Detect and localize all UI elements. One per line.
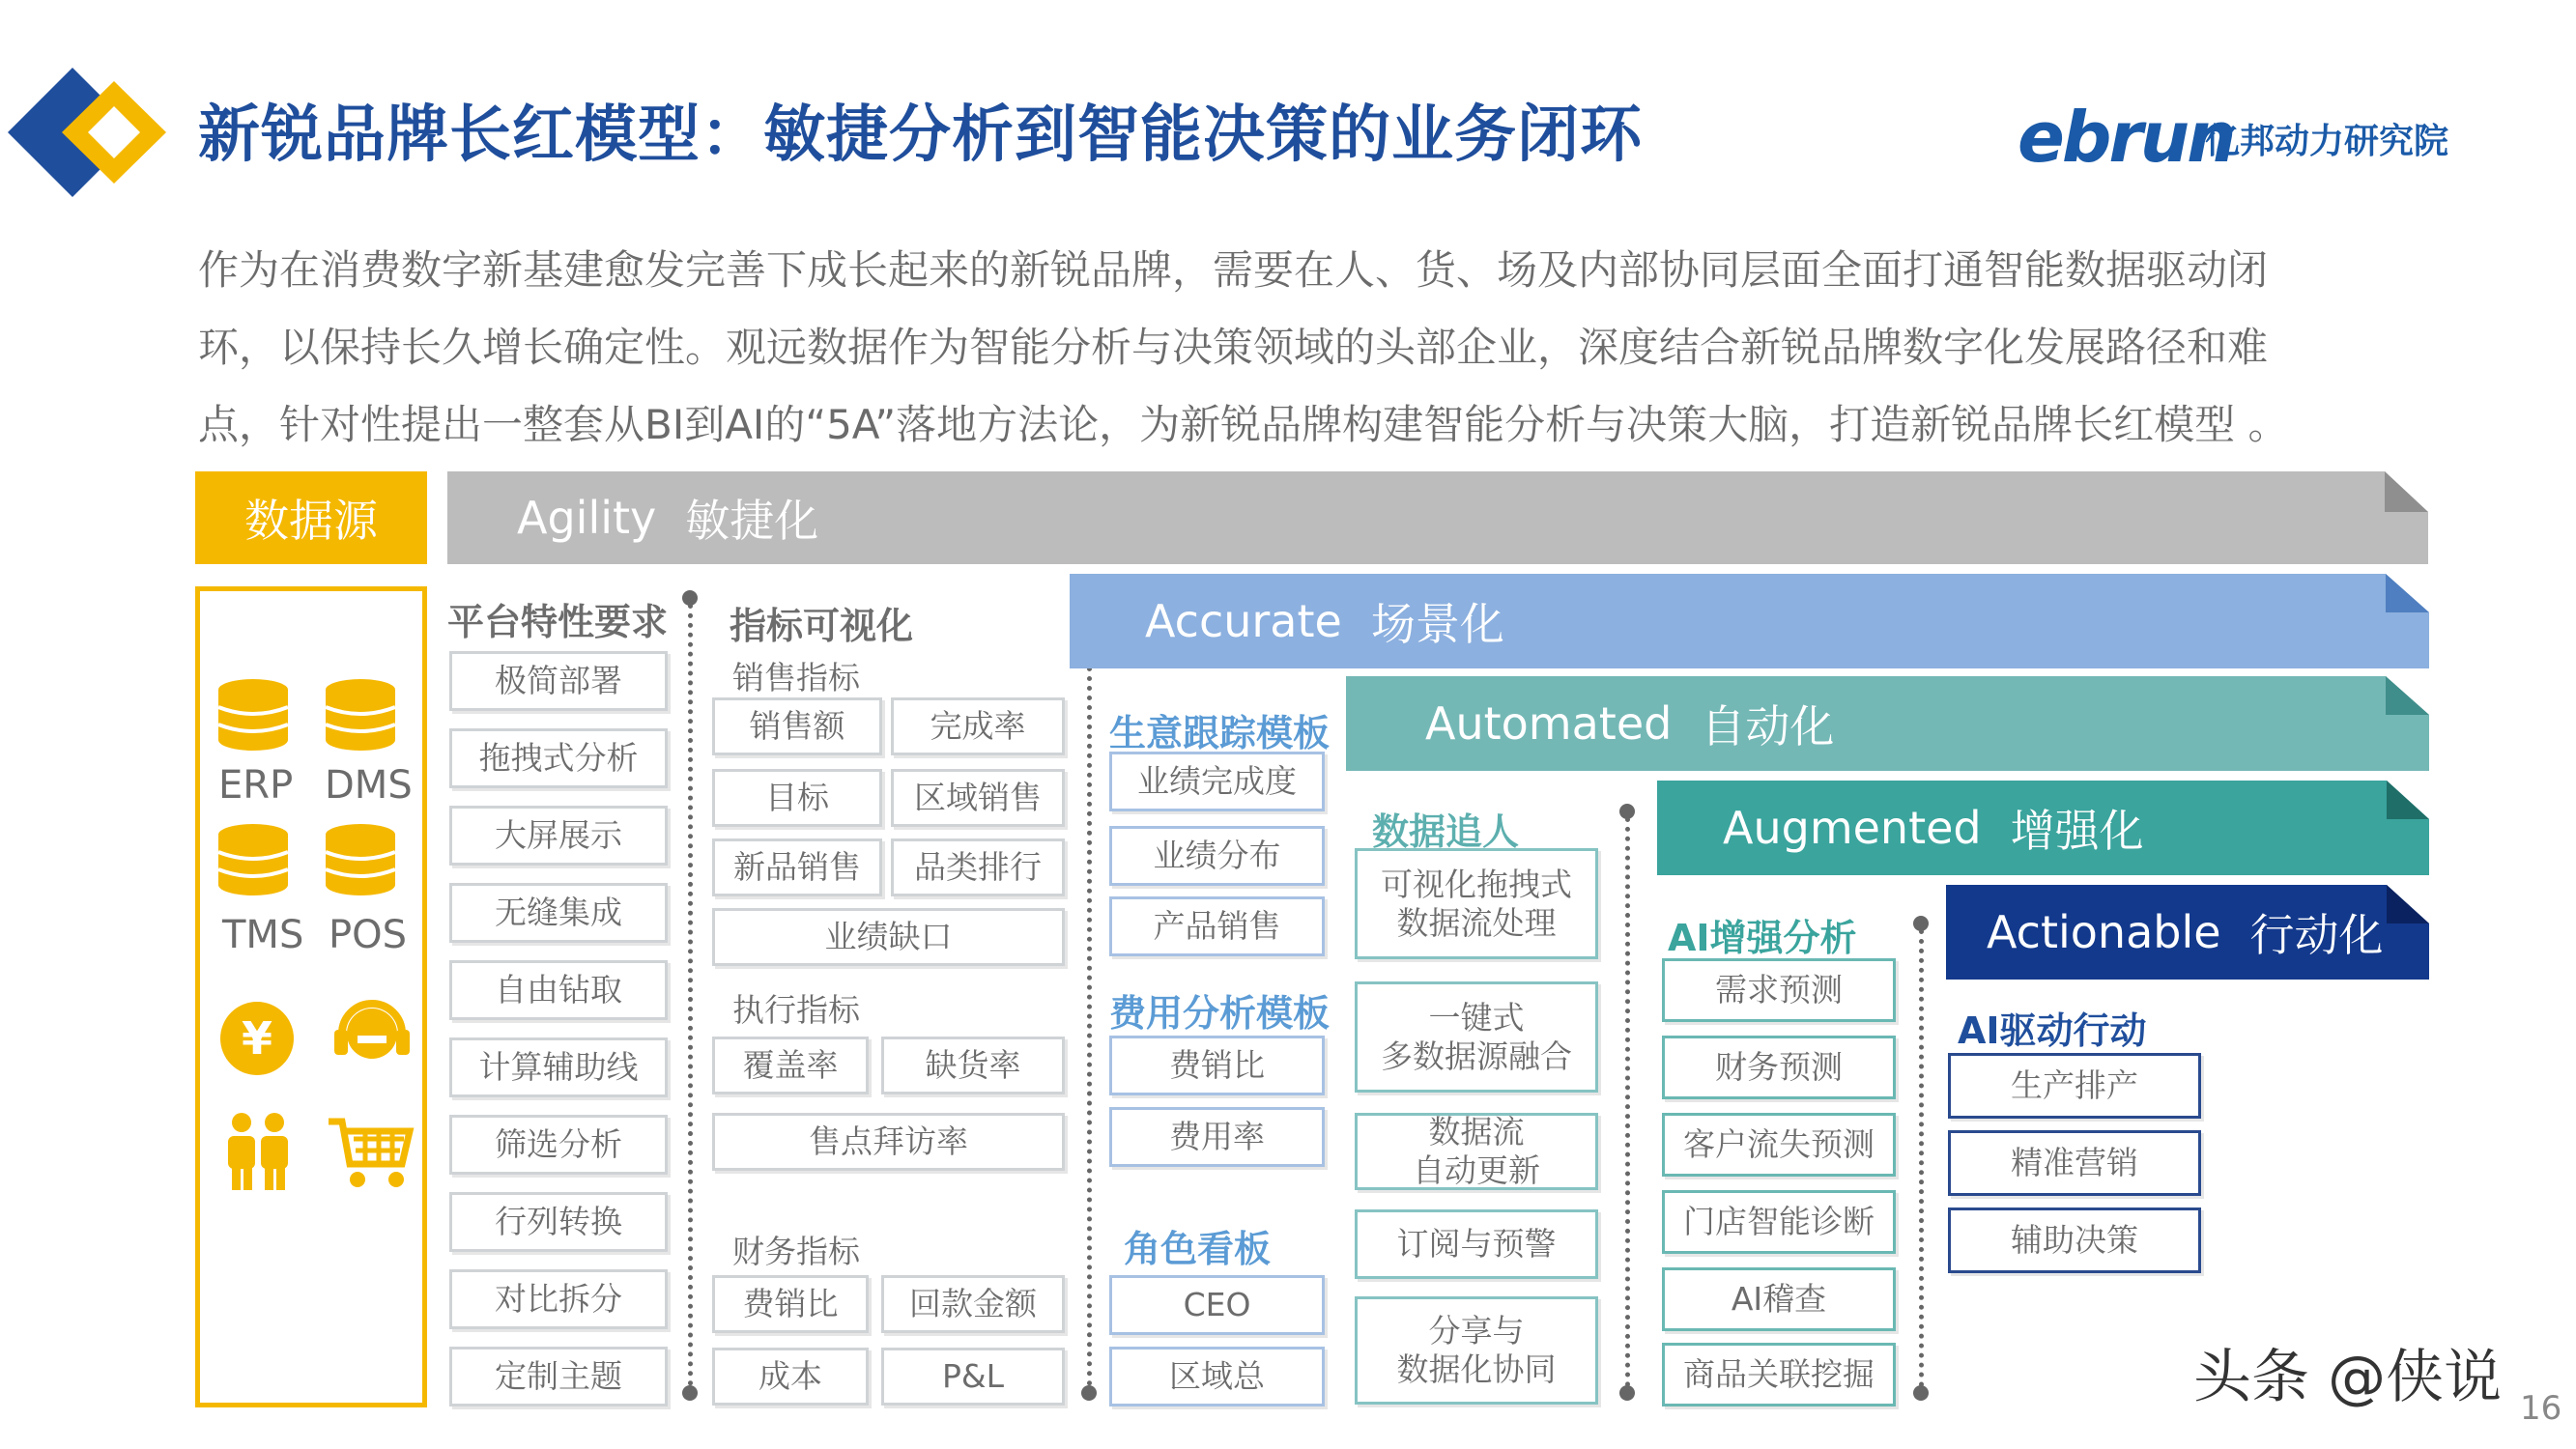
automated-en: Automated: [1425, 697, 1673, 750]
metric-item: 目标: [712, 769, 882, 827]
dotted-divider: [1087, 667, 1092, 1386]
metric-item: 缺货率: [881, 1037, 1065, 1094]
divider-dot: [1081, 1385, 1097, 1401]
actionable-cn: 行动化: [2249, 909, 2384, 961]
agility-en: Agility: [517, 492, 657, 544]
platform-item: 拖拽式分析: [449, 728, 668, 788]
diamond-logo-icon: [0, 60, 184, 205]
platform-item: 行列转换: [449, 1192, 668, 1252]
ebrun-logo: ebrun: [2018, 97, 2234, 178]
source-dms: DMS: [325, 763, 413, 808]
tracker-item: 一键式 多数据源融合: [1355, 981, 1598, 1093]
metric-item: 销售额: [712, 697, 882, 755]
database-icon: [322, 676, 409, 758]
biz-template-title: 生意跟踪模板: [1109, 712, 1331, 754]
metric-item: 成本: [712, 1348, 869, 1406]
metric-item: 售点拜访率: [712, 1113, 1065, 1171]
metric-item: 新品销售: [712, 838, 882, 896]
exec-metrics-title: 执行指标: [732, 991, 860, 1029]
source-erp: ERP: [218, 763, 294, 808]
source-pos: POS: [329, 913, 407, 957]
cost-template-title: 费用分析模板: [1109, 992, 1331, 1035]
platform-item: 对比拆分: [449, 1269, 668, 1329]
template-item: CEO: [1109, 1275, 1325, 1335]
fin-metrics-title: 财务指标: [732, 1233, 860, 1270]
metric-item: P&L: [881, 1348, 1065, 1406]
intro-line: 作为在消费数字新基建愈发完善下成长起来的新锐品牌，需要在人、货、场及内部协同层面全面打通智能数据驱动闭: [198, 246, 2269, 294]
data-source-header: [195, 471, 427, 564]
ai-analysis-item: 门店智能诊断: [1662, 1190, 1896, 1254]
platform-item: 定制主题: [449, 1347, 668, 1406]
platform-item: 计算辅助线: [449, 1037, 668, 1097]
intro-line: 点，针对性提出一整套从BI到AI的“5A”落地方法论，为新锐品牌构建智能分析与决策大脑，打造新锐品牌长红模型 。: [198, 401, 2289, 448]
platform-item: 自由钻取: [449, 960, 668, 1020]
template-item: 业绩分布: [1109, 826, 1325, 886]
page-title: 新锐品牌长红模型：敏捷分析到智能决策的业务闭环: [198, 99, 1643, 171]
data-source-label: 数据源: [244, 495, 378, 547]
ai-analysis-item: AI稽查: [1662, 1267, 1896, 1331]
role-board-title: 角色看板: [1124, 1228, 1272, 1270]
ebrun-logo-cn: 亿邦动力研究院: [2205, 122, 2449, 161]
ai-action-item: 精准营销: [1948, 1130, 2201, 1196]
data-tracker-title: 数据追人: [1372, 810, 1520, 853]
agility-banner: [447, 471, 818, 564]
template-item: 产品销售: [1109, 896, 1325, 956]
template-item: 业绩完成度: [1109, 752, 1325, 811]
metric-item: 区域销售: [891, 769, 1065, 827]
page-number: 16: [2520, 1389, 2562, 1428]
watermark: 头条 @侠说: [2193, 1344, 2503, 1411]
platform-item: 筛选分析: [449, 1115, 668, 1175]
automated-cn: 自动化: [1701, 700, 1835, 753]
svg-text:¥: ¥: [241, 1012, 273, 1065]
tracker-item: 数据流 自动更新: [1355, 1113, 1598, 1190]
shopping-cart-icon: [325, 1116, 416, 1193]
metrics-title: 指标可视化: [730, 605, 914, 647]
augmented-en: Augmented: [1723, 802, 1982, 854]
database-icon: [215, 676, 301, 758]
ai-analysis-item: 客户流失预测: [1662, 1113, 1896, 1177]
actionable-banner: [1946, 885, 2384, 980]
metric-item: 业绩缺口: [712, 908, 1065, 966]
agility-cn: 敏捷化: [685, 495, 819, 547]
ai-action-item: 辅助决策: [1948, 1208, 2201, 1273]
metric-item: 回款金额: [881, 1275, 1065, 1333]
platform-item: 无缝集成: [449, 883, 668, 943]
accurate-cn: 场景化: [1370, 598, 1504, 650]
yuan-coin-icon: [218, 1000, 296, 1077]
platform-item: 极简部署: [449, 651, 668, 711]
dotted-divider: [688, 604, 693, 1386]
ai-action-item: 生产排产: [1948, 1053, 2201, 1119]
database-icon: [215, 821, 301, 903]
divider-dot: [1913, 1385, 1929, 1401]
ai-analysis-item: 商品关联挖掘: [1662, 1343, 1896, 1406]
augmented-cn: 增强化: [2010, 805, 2144, 857]
source-tms: TMS: [222, 913, 304, 957]
dotted-divider: [1625, 817, 1630, 1387]
intro-paragraph: [198, 232, 2449, 464]
dotted-divider: [1919, 929, 1924, 1387]
divider-dot: [1619, 1385, 1635, 1401]
accurate-banner: [1073, 574, 1504, 668]
metric-item: 品类排行: [891, 838, 1065, 896]
tracker-item: 分享与 数据化协同: [1355, 1296, 1598, 1405]
metric-item: 费销比: [712, 1275, 869, 1333]
people-icon: [215, 1111, 301, 1193]
ai-analysis-item: 财务预测: [1662, 1036, 1896, 1099]
ai-analysis-title: AI增强分析: [1668, 917, 1857, 959]
template-item: 费用率: [1109, 1107, 1325, 1167]
actionable-en: Actionable: [1987, 906, 2221, 958]
customer-service-icon: [329, 995, 415, 1077]
accurate-en: Accurate: [1145, 595, 1342, 647]
template-item: 区域总: [1109, 1347, 1325, 1406]
platform-title: 平台特性要求: [447, 601, 669, 643]
template-item: 费销比: [1109, 1036, 1325, 1095]
metric-item: 完成率: [891, 697, 1065, 755]
divider-dot: [682, 1385, 698, 1401]
tracker-item: 订阅与预警: [1355, 1209, 1598, 1279]
automated-banner: [1346, 676, 1834, 771]
tracker-item: 可视化拖拽式 数据流处理: [1355, 848, 1598, 959]
ai-analysis-item: 需求预测: [1662, 958, 1896, 1022]
intro-line: 环，以保持长久增长确定性。观远数据作为智能分析与决策领域的头部企业，深度结合新锐品牌数字化发展路径和难: [198, 324, 2269, 371]
augmented-banner: [1657, 781, 2144, 875]
platform-item: 大屏展示: [449, 806, 668, 866]
ai-action-title: AI驱动行动: [1958, 1009, 2147, 1052]
database-icon: [322, 821, 409, 903]
sales-metrics-title: 销售指标: [732, 659, 860, 696]
metric-item: 覆盖率: [712, 1037, 869, 1094]
